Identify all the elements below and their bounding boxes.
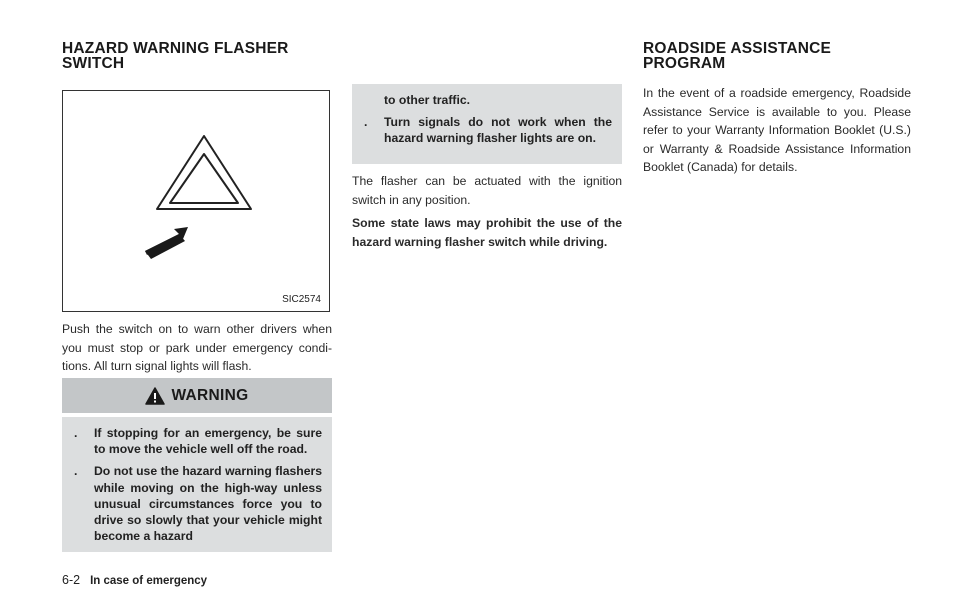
right-heading-line2: PROGRAM [643, 55, 726, 72]
list-item [72, 425, 322, 457]
page-footer [62, 573, 207, 587]
warning-title: WARNING [171, 386, 249, 404]
roadside-text: In the event of a roadside emergency, Roadside Assistance Service is available to you. Please refer to your Warranty Information Booklet (U.S.) or Warranty & Roadside Assistance Information Booklet (Canada) for details. [643, 86, 911, 174]
warning-body [62, 417, 332, 552]
warning-list-continued [362, 114, 612, 146]
bullet: . [364, 115, 368, 130]
bullet: . [74, 464, 78, 479]
warning-triangle-icon [145, 387, 165, 405]
right-heading [643, 41, 831, 71]
page-number: 6-2 [62, 573, 81, 587]
intro-text: Push the switch on to warn other drivers when you must stop or park under emergency condi-tions. All turn signal lights will flash. [62, 322, 332, 373]
warning-header [62, 378, 332, 413]
warning-continuation-text: to other traffic. [384, 93, 470, 107]
left-heading-line1: HAZARD WARNING FLASHER [62, 40, 289, 57]
middle-paragraphs [352, 172, 622, 251]
left-heading [62, 41, 289, 71]
warning-continuation-box [352, 84, 622, 164]
flasher-paragraph: The flasher can be actuated with the ignition switch in any position. [352, 174, 622, 207]
section-name: In case of emergency [90, 575, 208, 587]
warning-item-text: Do not use the hazard warning flashers while moving on the high-way unless unusual circumstances force you to drive so slowly that your vehicle might become a hazard [94, 464, 322, 544]
hazard-switch-figure [62, 90, 330, 312]
warning-item-text: If stopping for an emergency, be sure to move the vehicle well off the road. [94, 426, 322, 457]
state-laws-paragraph: Some state laws may prohibit the use of the hazard warning flasher switch while driving. [352, 216, 622, 249]
list-item [72, 463, 322, 544]
intro-paragraph [62, 320, 332, 376]
warning-box [62, 378, 332, 556]
roadside-paragraph [643, 84, 911, 177]
figure-code: SIC2574 [282, 294, 321, 305]
bullet: . [74, 426, 78, 440]
hazard-triangle-illustration [63, 91, 329, 311]
list-item [362, 114, 612, 146]
warning-item-text: Turn signals do not work when the hazard warning flasher lights are on. [384, 115, 612, 146]
warning-list [72, 425, 322, 544]
left-heading-line2: SWITCH [62, 55, 125, 72]
right-heading-line1: ROADSIDE ASSISTANCE [643, 40, 832, 57]
